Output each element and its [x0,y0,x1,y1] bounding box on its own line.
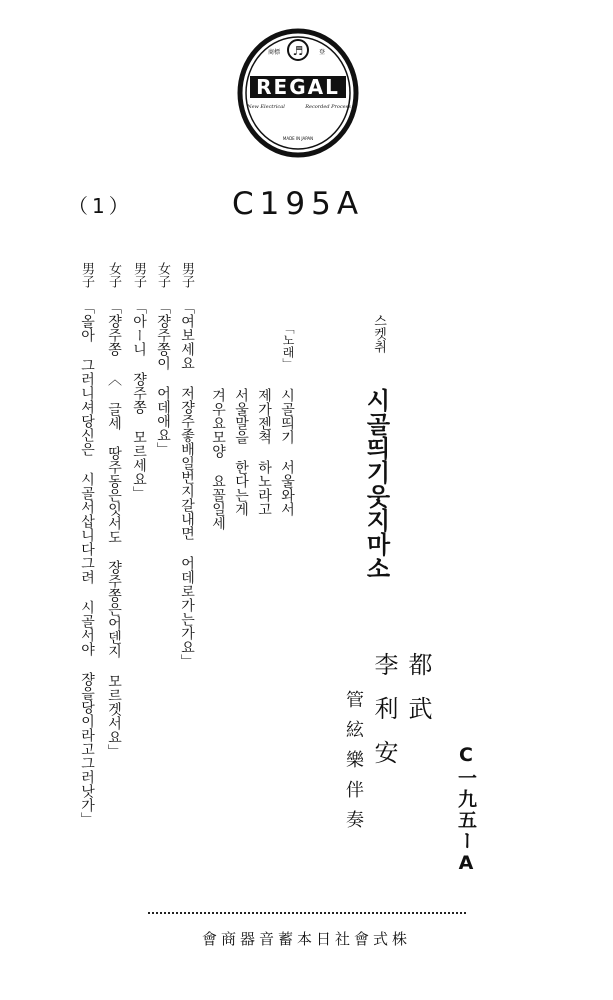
svg-text:商標: 商標 [267,49,281,56]
dialogue-line: 「여보세요 저쟝주좋배일번지갈내면 어데로가는가요」 [179,300,195,668]
svg-text:New Electrical: New Electrical [247,104,285,110]
dialogue-line: 「쟝주쫑이 어데애요」 [155,300,171,456]
song-section-label: 「노래」 [281,322,295,370]
speaker-label: 男子 [131,262,146,288]
lyric-line: 서울말을 한다는게 [233,388,249,516]
lyric-line: 제가젠쳑 하노라고 [256,388,272,516]
speaker-label: 女子 [155,262,170,288]
regal-logo-emblem [236,28,360,158]
dialogue-line: 「쟝주쫑 〈 글세 땅주동은잇서도 쟝주쫑은어덴지 모르겟서요」 [106,300,122,758]
catalog-number-vertical: C一九五ーA [455,744,477,876]
svg-text:REGAL: REGAL [256,75,340,99]
dialogue-line: 「아ー니 쟝주쫑 모르세요」 [131,300,147,500]
lyric-line: 겨우요모양 요꼴일세 [210,388,226,530]
speaker-label: 女子 [106,262,121,288]
catalog-number: C195A [232,186,365,222]
publisher-footer: 會商器音蓄本日社會式株 [201,930,411,948]
performer-name: 李利安 [370,652,398,784]
dialogue-line: 「올아 그러니셔당신은 시골서삽니다그려 시골서야 쟝을당이라고그러낫가」 [79,300,95,826]
svg-text:Recorded Process: Recorded Process [305,104,351,110]
speaker-label: 男子 [79,262,94,288]
song-title: 시골띄기웃지마소 [362,388,390,580]
footer-divider [148,912,466,914]
svg-text:MADE IN JAPAN: MADE IN JAPAN [282,136,314,141]
regal-logo [236,28,360,158]
page-number: （1） [68,194,133,218]
accompaniment-label: 管絃樂伴奏 [343,690,364,840]
lyric-line: 시골띄기 서울와서 [279,388,295,516]
svg-text:♬: ♬ [292,44,304,58]
genre-label: 스켓취 [371,314,386,353]
svg-text:登: 登 [318,49,326,56]
performer-name: 都武 [404,652,432,740]
speaker-label: 男子 [179,262,194,288]
